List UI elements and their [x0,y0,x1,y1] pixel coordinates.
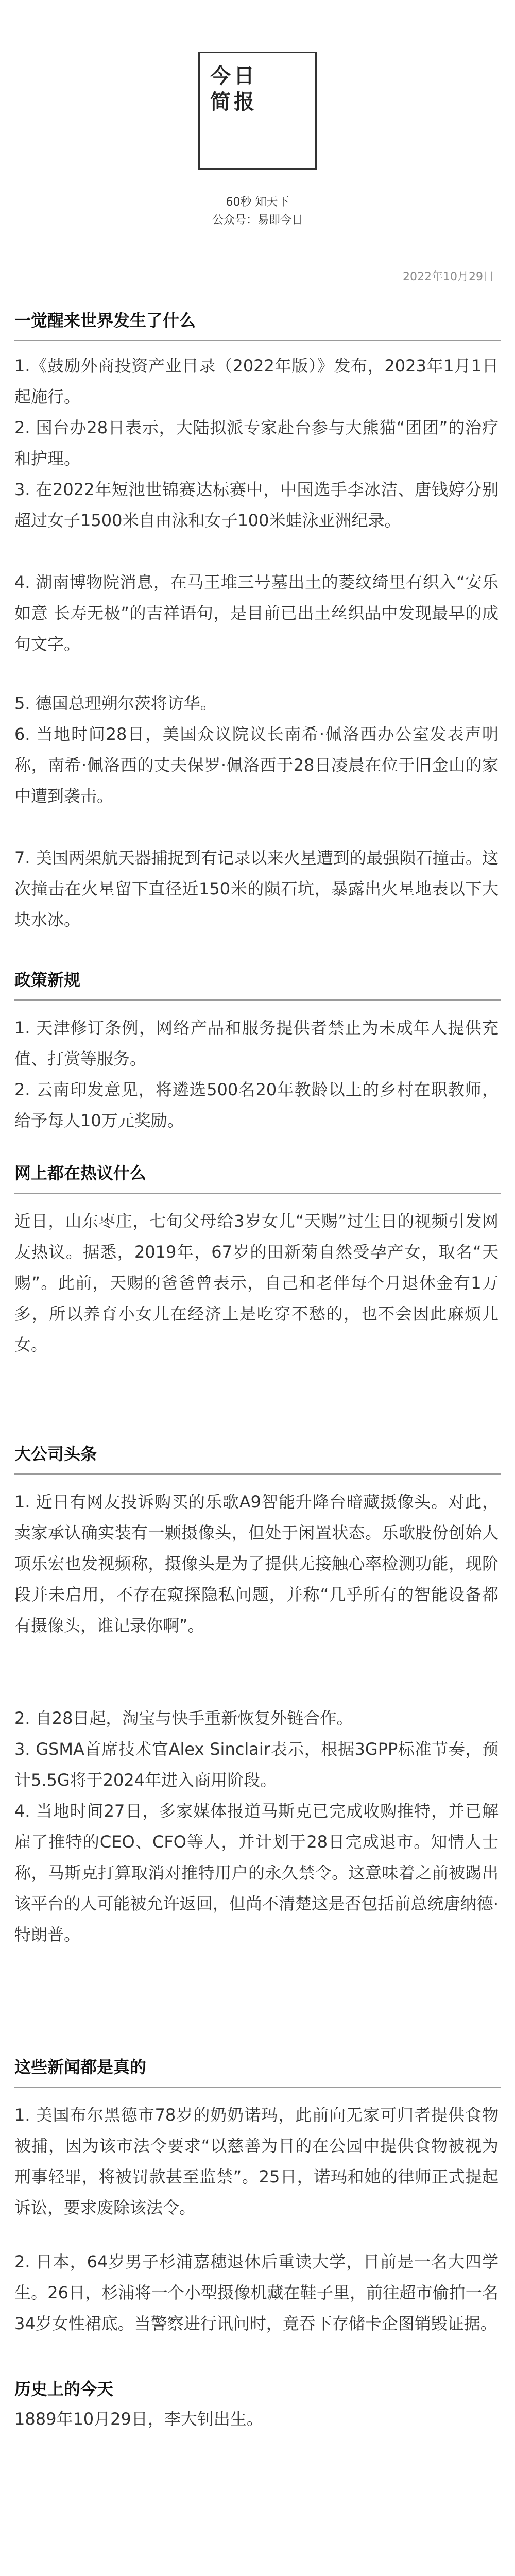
section-title-trending: 网上都在热议什么 [14,1163,147,1183]
section-divider [14,999,501,1001]
news-item: 3. 在2022年短池世锦赛达标赛中，中国选手李冰洁、唐钱婷分别超过女子1500米自由泳和女子100米蛙泳亚洲纪录。 [14,480,499,530]
section-divider [14,340,501,341]
news-item: 1. 近日有网友投诉购买的乐歌A9智能升降台暗藏摄像头。对此，卖家承认确实装有一颗摄像头，但处于闲置状态。乐歌股份创始人项乐宏也发视频称，摄像头是为了提供无接触心率检测功能，现阶段并未启用，不存在窥探隐私问题，并称“几乎所有的智能设备都有摄像头，谁记录你啊”。 [14,1492,499,1635]
publish-date: 2022年10月29日 [403,270,494,283]
news-item: 7. 美国两架航天器捕捉到有记录以来火星遭到的最强陨石撞击。这次撞击在火星留下直径近150米的陨石坑，暴露出火星地表以下大块水冰。 [14,848,499,929]
section-title-world: 一觉醒来世界发生了什么 [14,311,196,330]
logo-line-1: 今日 [210,64,258,88]
news-item: 2. 云南印发意见，将遴选500名20年教龄以上的乡村在职教师，给予每人10万元奖励。 [14,1080,499,1130]
news-item: 4. 湖南博物院消息，在马王堆三号墓出土的菱纹绮里有织入“安乐如意 长寿无极”的吉祥语句，是目前已出土丝织品中发现最早的成句文字。 [14,572,499,654]
logo-line-2: 简报 [210,90,258,114]
section-divider [14,2087,501,2088]
section-divider [14,1193,501,1194]
section-title-policy: 政策新规 [14,970,81,990]
news-item: 近日，山东枣庄，七旬父母给3岁女儿“天赐”过生日的视频引发网友热议。据悉，2019年，67岁的田新菊自然受孕产女，取名“天赐”。此前，天赐的爸爸曾表示，自己和老伴每个月退休金有1万多，所以养育小女儿在经济上是吃穿不愁的，也不会因此麻烦儿女。 [14,1211,499,1354]
news-item: 6. 当地时间28日，美国众议院议长南希·佩洛西办公室发表声明称，南希·佩洛西的丈夫保罗·佩洛西于28日凌晨在位于旧金山的家中遭到袭击。 [14,724,499,806]
news-item: 1889年10月29日，李大钊出生。 [14,2409,263,2429]
news-item: 3. GSMA首席技术官Alex Sinclair表示，根据3GPP标准节奏，预计5.5G将于2024年进入商用阶段。 [14,1739,499,1790]
news-item: 2. 国台办28日表示，大陆拟派专家赴台参与大熊猫“团团”的治疗和护理。 [14,418,499,468]
subtitle: 60秒 知天下 [226,196,289,209]
account-name: 公众号：易即今日 [212,214,303,227]
section-title-history: 历史上的今天 [14,2379,114,2399]
news-item: 1. 天津修订条例，网络产品和服务提供者禁止为未成年人提供充值、打赏等服务。 [14,1018,499,1069]
news-item: 1.《鼓励外商投资产业目录（2022年版）》发布，2023年1月1日起施行。 [14,356,499,406]
section-title-true-news: 这些新闻都是真的 [14,2057,147,2077]
logo [198,52,317,170]
section-title-companies: 大公司头条 [14,1444,97,1464]
news-item: 2. 日本，64岁男子杉浦嘉穗退休后重读大学，目前是一名大四学生。26日，杉浦将一个小型摄像机藏在鞋子里，前往超市偷拍一名34岁女性裙底。当警察进行讯问时，竟吞下存储卡企图销毁证据。 [14,2252,499,2333]
news-item: 5. 德国总理朔尔茨将访华。 [14,693,217,713]
news-item: 1. 美国布尔黑德市78岁的奶奶诺玛，此前向无家可归者提供食物被捕，因为该市法令要求“以慈善为目的在公园中提供食物被视为刑事轻罪，将被罚款甚至监禁”。25日，诺玛和她的律师正式提起诉讼，要求废除该法令。 [14,2105,499,2217]
section-divider [14,1473,501,1475]
news-item: 4. 当地时间27日，多家媒体报道马斯克已完成收购推特，并已解雇了推特的CEO、CFO等人，并计划于28日完成退市。知情人士称，马斯克打算取消对推特用户的永久禁令。这意味着之前被踢出该平台的人可能被允许返回，但尚不清楚这是否包括前总统唐纳德·特朗普。 [14,1801,499,1944]
news-item: 2. 自28日起，淘宝与快手重新恢复外链合作。 [14,1708,353,1728]
